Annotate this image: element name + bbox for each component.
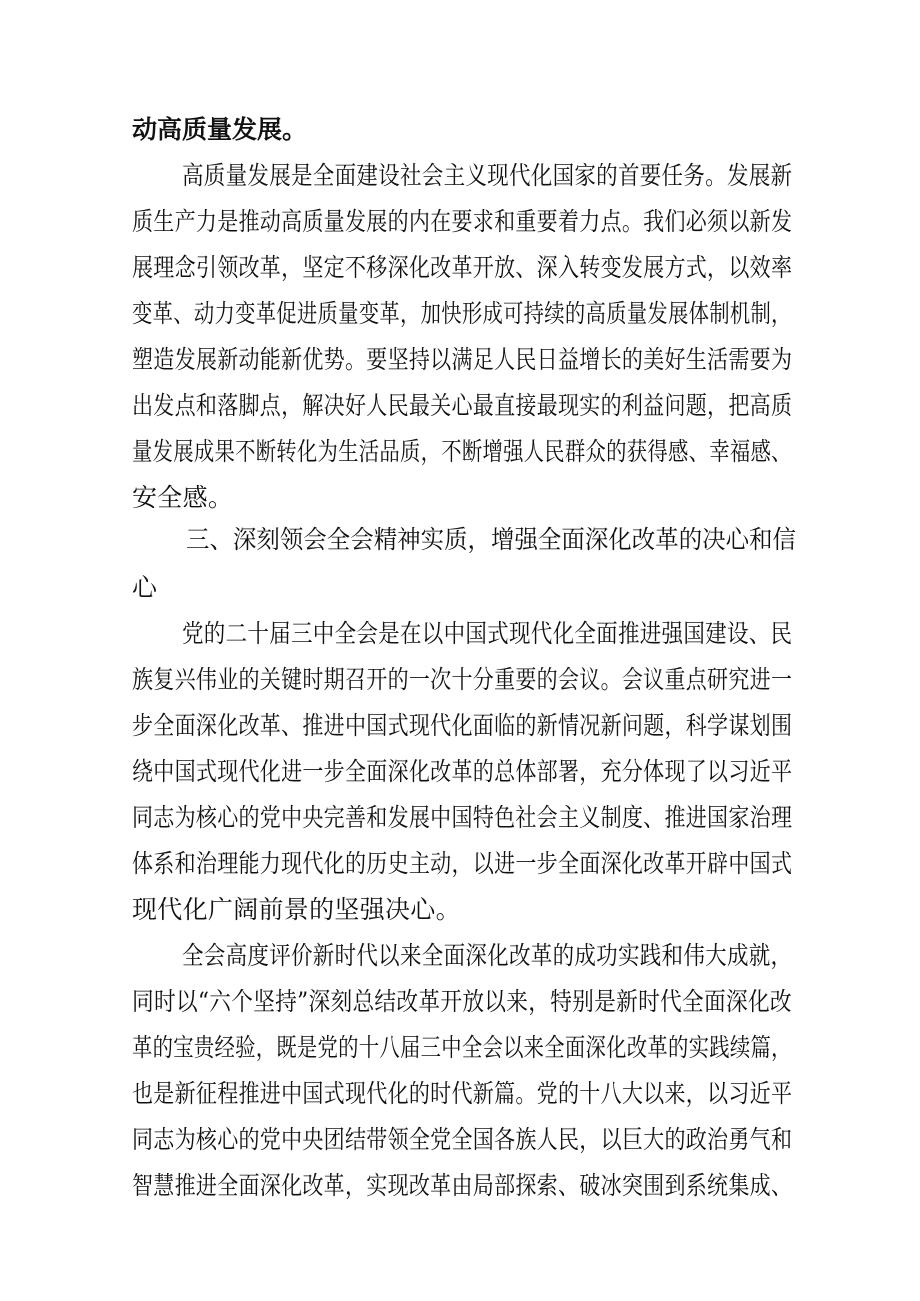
paragraph-first-line: 党的二十届三中全会是在以中国式现代化全面推进强国建设、民: [182, 619, 793, 648]
text-line: 步全面深化改革、推进中国式现代化面临的新情况新问题，科学谋划围: [132, 711, 793, 740]
text-line: 体系和治理能力现代化的历史主动，以进一步全面深化改革开辟中国式: [132, 849, 793, 878]
text-line: 量发展成果不断转化为生活品质，不断增强人民群众的获得感、幸福感、: [132, 437, 792, 466]
text-line: 同志为核心的党中央完善和发展中国特色社会主义制度、推进国家治理: [132, 803, 793, 832]
text-line: 绕中国式现代化进一步全面深化改革的总体部署，充分体现了以习近平: [132, 757, 793, 786]
text-line: 智慧推进全面深化改革，实现改革由局部探索、破冰突围到系统集成、: [132, 1171, 793, 1200]
section-heading: 三、深刻领会全会精神实质，增强全面深化改革的决心和信: [186, 525, 797, 554]
text-line: 族复兴伟业的关键时期召开的一次十分重要的会议。会议重点研究进一: [132, 665, 793, 694]
text-line: 革的宝贵经验，既是党的十八届三中全会以来全面深化改革的实践续篇，: [132, 1033, 792, 1062]
paragraph-first-line: 高质量发展是全面建设社会主义现代化国家的首要任务。发展新: [182, 161, 793, 190]
text-line: 安全感。: [132, 483, 234, 512]
text-line: 变革、动力变革促进质量变革，加快形成可持续的高质量发展体制机制，: [132, 299, 792, 328]
text-line: 同时以“六个坚持”深刻总结改革开放以来，特别是新时代全面深化改: [132, 987, 792, 1016]
text-line: 展理念引领改革，坚定不移深化改革开放、深入转变发展方式，以效率: [132, 253, 793, 282]
text-line: 也是新征程推进中国式现代化的时代新篇。党的十八大以来，以习近平: [132, 1079, 793, 1108]
text-line: 质生产力是推动高质量发展的内在要求和重要着力点。我们必须以新发: [132, 207, 793, 236]
text-line: 动高质量发展。: [132, 115, 308, 144]
section-heading-continuation: 心: [132, 573, 158, 602]
text-line: 出发点和落脚点，解决好人民最关心最直接最现实的利益问题，把高质: [132, 391, 793, 420]
text-line: 塑造发展新动能新优势。要坚持以满足人民日益增长的美好生活需要为: [132, 345, 793, 374]
text-line: 同志为核心的党中央团结带领全党全国各族人民，以巨大的政治勇气和: [132, 1125, 793, 1154]
paragraph-first-line: 全会高度评价新时代以来全面深化改革的成功实践和伟大成就，: [182, 941, 793, 970]
text-line: 现代化广阔前景的坚强决心。: [132, 895, 461, 924]
